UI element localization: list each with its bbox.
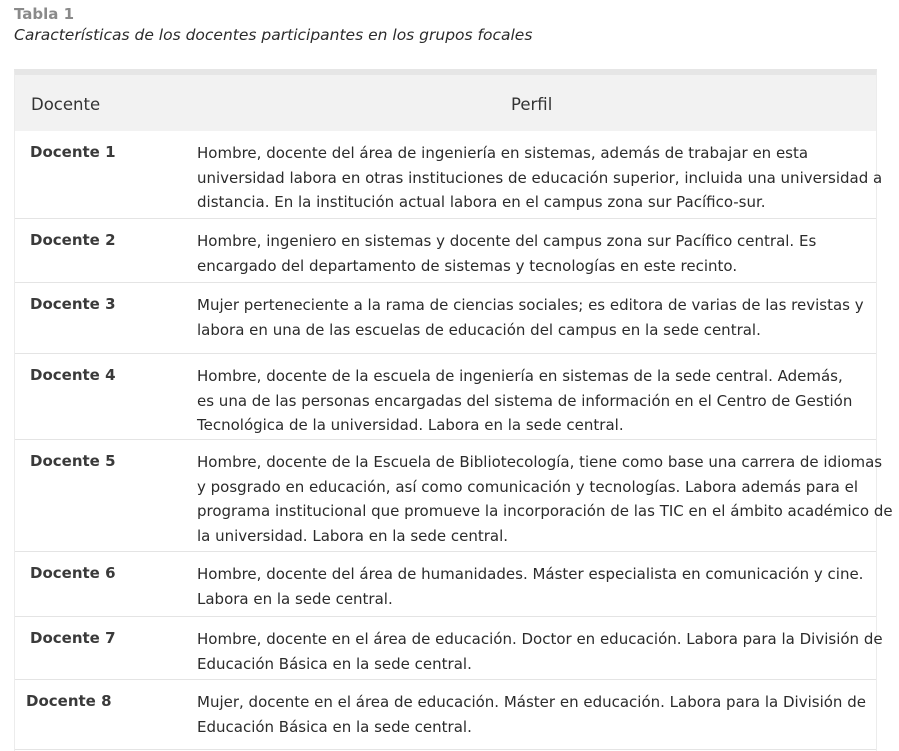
perfil-line: distancia. En la institución actual labora en el campus zona sur Pacífico-sur. [197,193,766,212]
cell-docente: Docente 4 [30,366,116,384]
docentes-table [14,69,893,751]
cell-perfil [197,627,883,676]
cell-docente: Docente 1 [30,143,116,161]
cell-perfil [197,293,873,342]
cell-docente: Docente 7 [30,629,116,647]
table-header [15,75,876,131]
cell-docente: Docente 3 [30,295,116,313]
table-row [15,617,883,680]
cell-perfil [197,229,873,278]
perfil-line: Tecnológica de la universidad. Labora en la sede central. [197,416,624,435]
table-row [15,440,893,552]
perfil-line: es una de las personas encargadas del sistema de información en el Centro de Gestión [197,391,853,410]
perfil-line: y posgrado en educación, así como comunicación y tecnologías. Labora además para el [197,477,858,496]
cell-docente: Docente 2 [30,231,116,249]
perfil-line: Mujer, docente en el área de educación. Máster en educación. Labora para la División de [197,693,866,711]
perfil-line: Hombre, docente del área de ingeniería en sistemas, además de trabajar en esta [197,144,809,162]
perfil-line: Educación Básica en la sede central. [197,654,472,673]
table-row [15,131,883,219]
header-docente: Docente [31,95,101,114]
cell-docente: Docente 8 [26,692,112,710]
perfil-line: Hombre, docente de la Escuela de Bibliotecología, tiene como base una carrera de idiomas [197,453,883,471]
cell-perfil [197,690,873,739]
perfil-line: Labora en la sede central. [197,589,393,608]
cell-docente: Docente 6 [30,564,116,582]
perfil-line: Hombre, docente de la escuela de ingeniería en sistemas de la sede central. Además, [197,367,843,385]
table-title: Características de los docentes participantes en los grupos focales [14,26,533,44]
perfil-line: encargado del departamento de sistemas y tecnologías en este recinto. [197,256,738,275]
perfil-line: Hombre, ingeniero en sistemas y docente del campus zona sur Pacífico central. Es [197,232,817,250]
cell-docente: Docente 5 [30,452,116,470]
table-row [15,283,876,354]
perfil-line: Mujer perteneciente a la rama de ciencias sociales; es editora de varias de las revistas y [197,296,864,314]
table-label: Tabla 1 [14,5,75,23]
perfil-line: labora en una de las escuelas de educación del campus en la sede central. [197,320,761,339]
perfil-line: programa institucional que promueve la incorporación de las TIC en el ámbito académico de [197,502,893,521]
cell-perfil [197,141,883,215]
table-row [15,219,876,283]
table-row [15,354,876,440]
perfil-line: universidad labora en otras instituciones de educación superior, incluida una universidad a [197,168,883,187]
header-perfil: Perfil [511,95,553,114]
cell-perfil [197,450,893,549]
table-body [15,131,893,750]
cell-perfil [197,364,873,438]
table-row [15,552,876,617]
table-row [15,680,876,750]
cell-perfil [197,562,873,611]
perfil-line: Hombre, docente en el área de educación. Doctor en educación. Labora para la División de [197,630,883,648]
perfil-line: Educación Básica en la sede central. [197,717,472,736]
perfil-line: la universidad. Labora en la sede central. [197,527,509,546]
perfil-line: Hombre, docente del área de humanidades. Máster especialista en comunicación y cine. [197,565,864,583]
